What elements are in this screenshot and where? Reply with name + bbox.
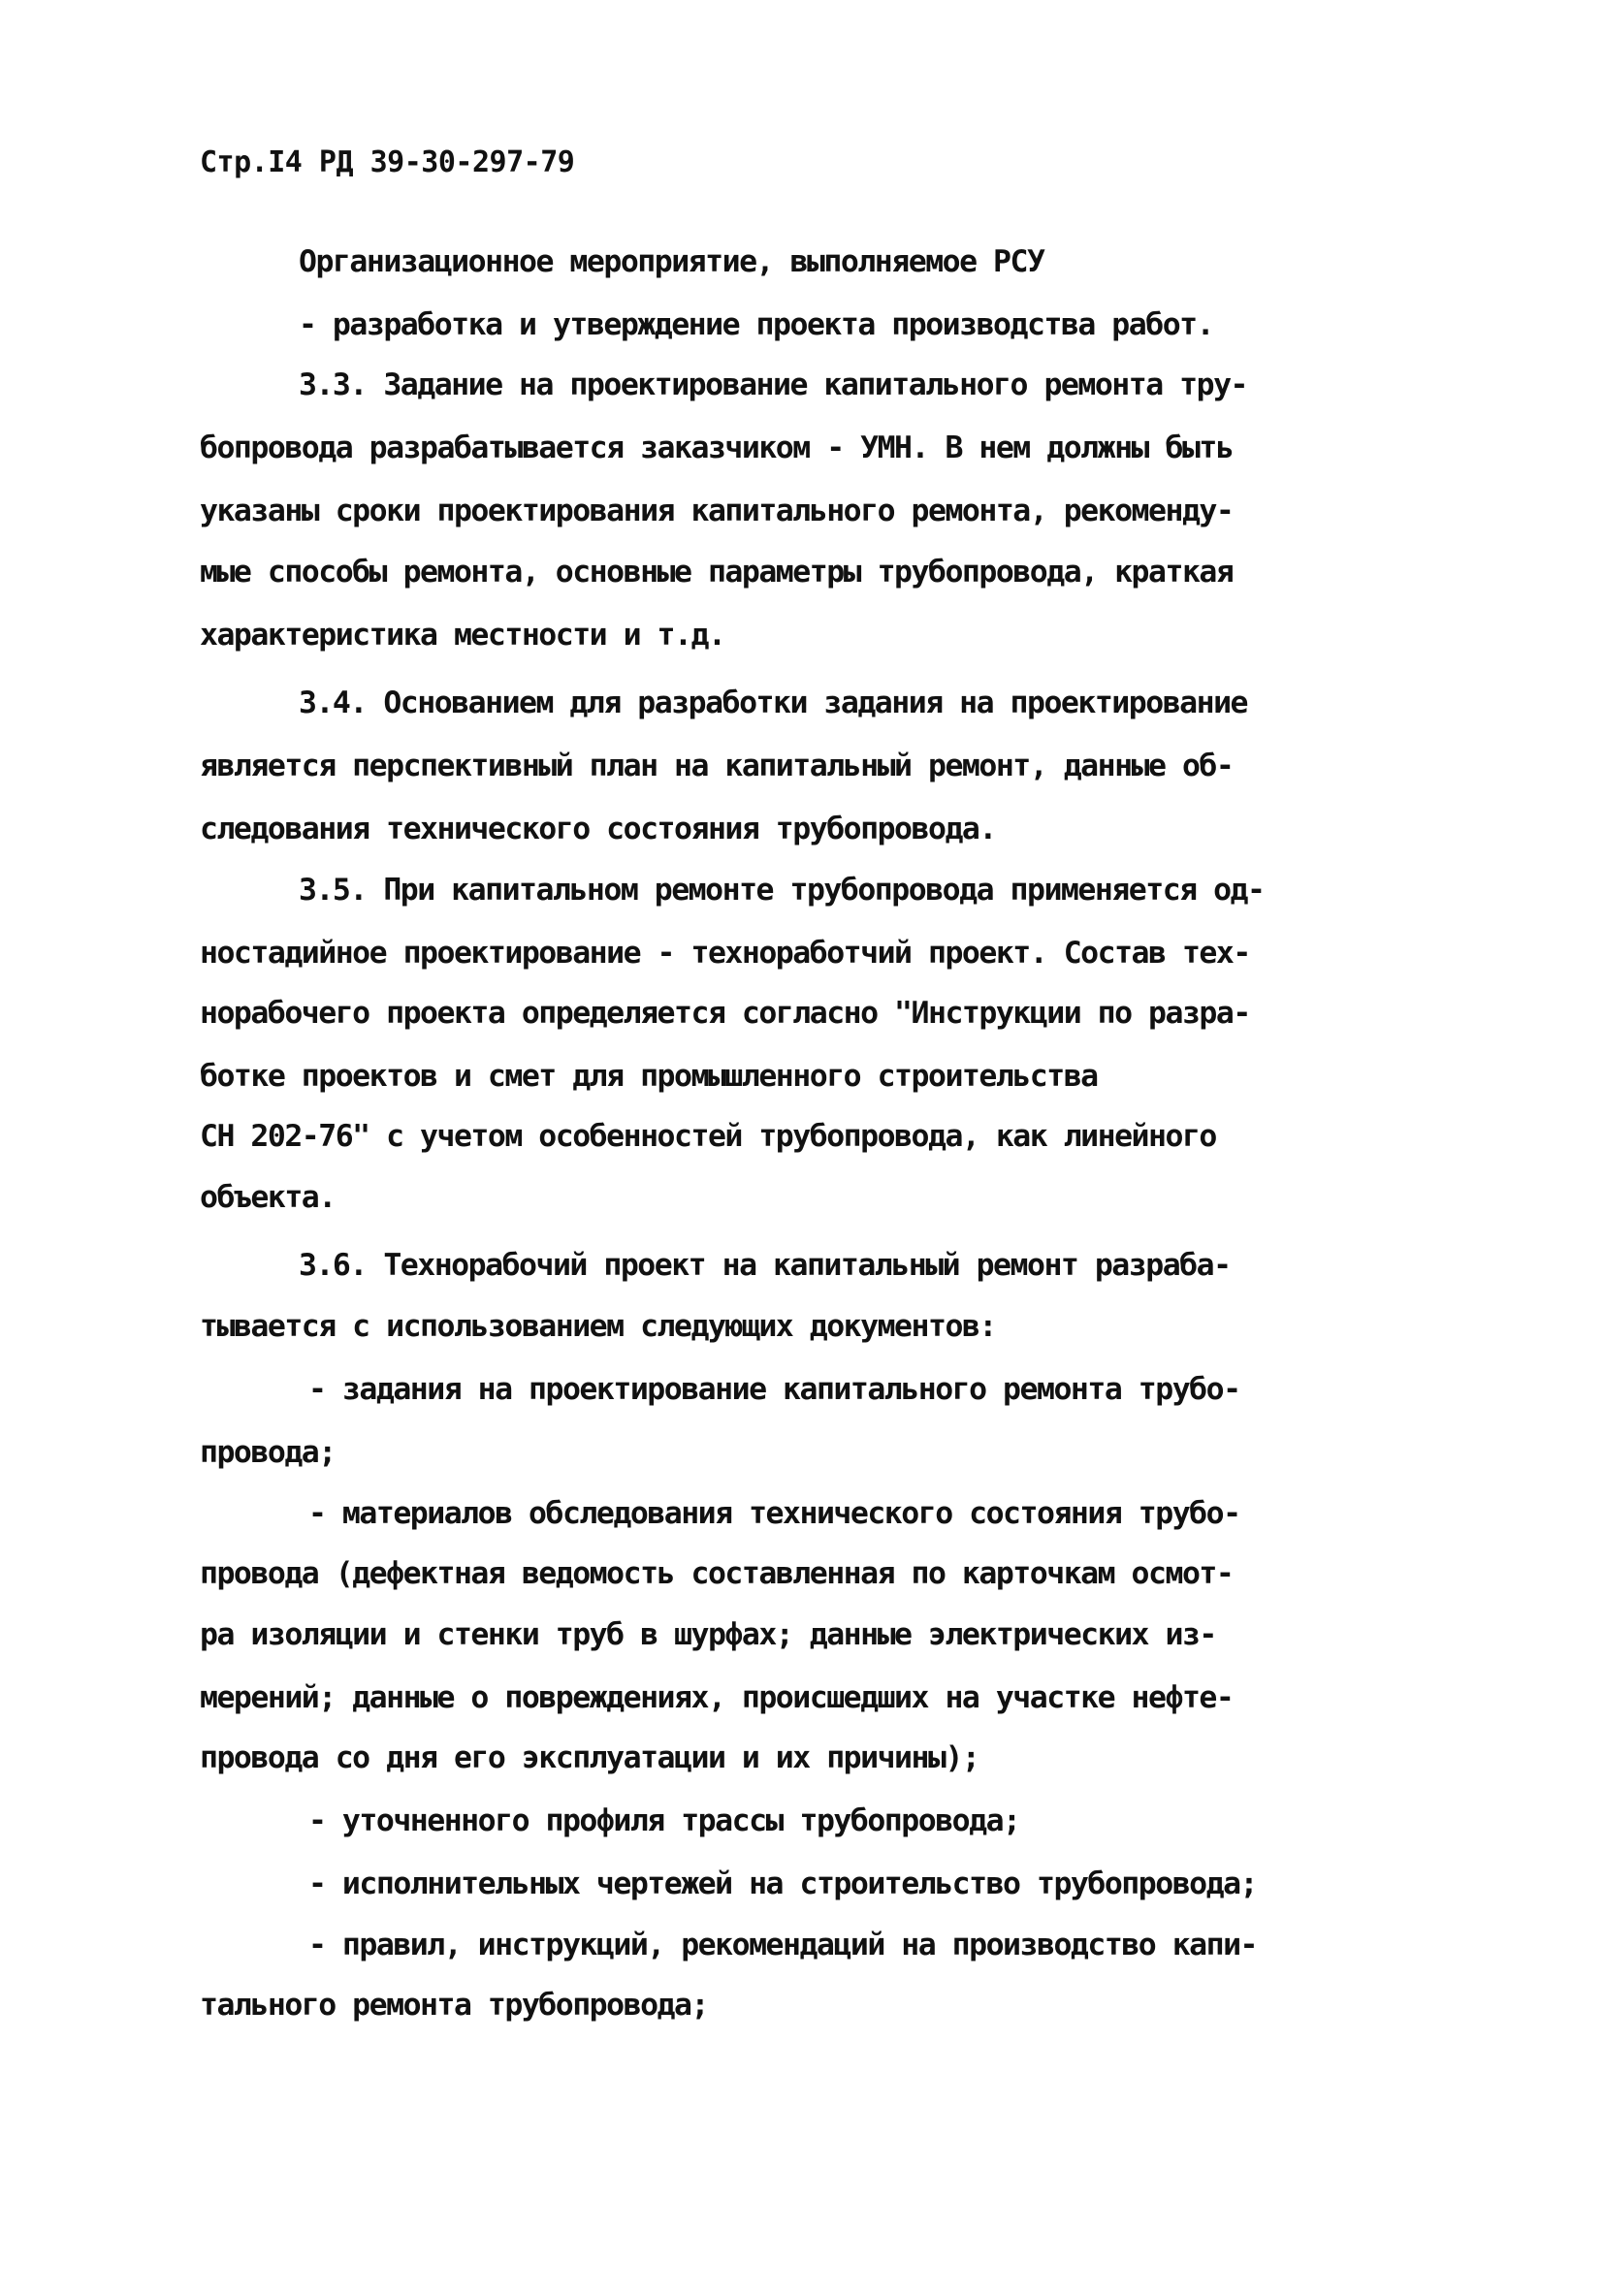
text-line: тывается с использованием следующих документов: bbox=[200, 1309, 996, 1344]
text-line: - исполнительных чертежей на строительство трубопровода; bbox=[308, 1866, 1258, 1901]
text-line: 3.4. Основанием для разработки задания на проектирование bbox=[299, 686, 1248, 720]
text-line: ра изоляции и стенки труб в шурфах; данные электрических из- bbox=[200, 1617, 1216, 1652]
page-header: Стр.I4 РД 39-30-297-79 bbox=[200, 145, 575, 179]
text-line: ностадийное проектирование - техноработчий проект. Состав тех- bbox=[200, 936, 1250, 971]
text-line: мерений; данные о повреждениях, происшедших на участке нефте- bbox=[200, 1680, 1234, 1715]
text-line: характеристика местности и т.д. bbox=[200, 618, 725, 653]
text-line: ботке проектов и смет для промышленного строительства bbox=[200, 1059, 1098, 1094]
text-line: - материалов обследования технического состояния трубо- bbox=[308, 1496, 1240, 1531]
text-line: 3.3. Задание на проектирование капитального ремонта тру- bbox=[299, 367, 1248, 402]
text-line: является перспективный план на капитальный ремонт, данные об- bbox=[200, 749, 1234, 783]
text-line: - правил, инструкций, рекомендаций на производство капи- bbox=[308, 1928, 1258, 1962]
text-line: - разработка и утверждение проекта производства работ. bbox=[299, 307, 1214, 342]
text-line: провода; bbox=[200, 1435, 336, 1470]
text-line: 3.6. Технорабочий проект на капитальный ремонт разраба- bbox=[299, 1248, 1231, 1283]
text-line: Организационное мероприятие, выполняемое РСУ bbox=[299, 244, 1044, 279]
text-line: норабочего проекта определяется согласно "Инструкции по разра- bbox=[200, 996, 1250, 1031]
text-line: указаны сроки проектирования капитального ремонта, рекоменду- bbox=[200, 494, 1234, 528]
text-line: провода со дня его эксплуатации и их причины); bbox=[200, 1740, 979, 1775]
text-line: - задания на проектирование капитального ремонта трубо- bbox=[308, 1372, 1240, 1407]
text-line: бопровода разрабатывается заказчиком - УМН. В нем должны быть bbox=[200, 430, 1234, 465]
text-line: СН 202-76" с учетом особенностей трубопровода, как линейного bbox=[200, 1119, 1216, 1154]
text-line: объекта. bbox=[200, 1180, 336, 1215]
text-line: - уточненного профиля трассы трубопровода; bbox=[308, 1803, 1020, 1838]
text-line: следования технического состояния трубопровода. bbox=[200, 812, 996, 846]
text-line: тального ремонта трубопровода; bbox=[200, 1988, 708, 2023]
text-line: 3.5. При капитальном ремонте трубопровода применяется од- bbox=[299, 873, 1265, 908]
text-line: мые способы ремонта, основные параметры трубопровода, краткая bbox=[200, 555, 1234, 590]
text-line: провода (дефектная ведомость составленная по карточкам осмот- bbox=[200, 1556, 1234, 1591]
